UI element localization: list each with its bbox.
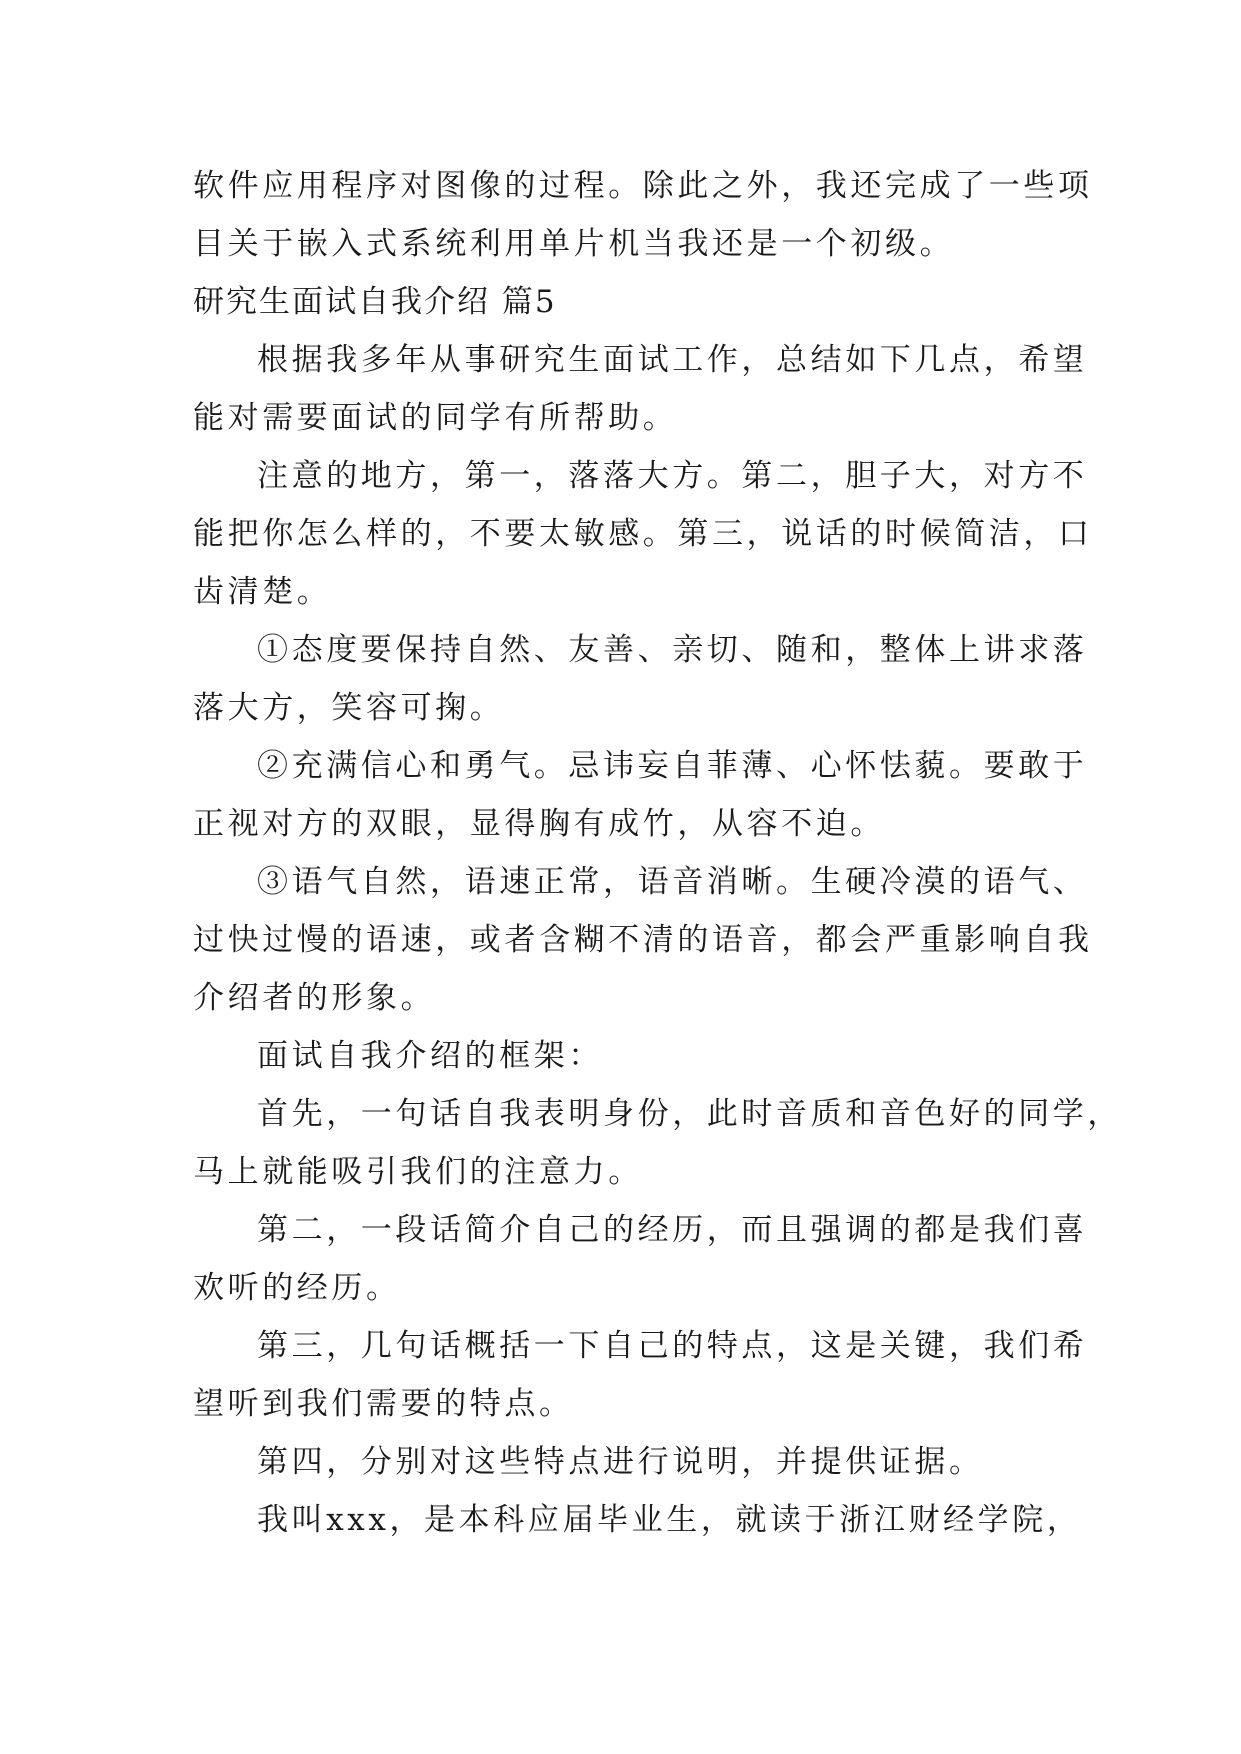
paragraph-first-line: 第二，一段话简介自己的经历，而且强调的都是我们喜 (257, 1212, 1088, 1248)
text-line: 正视对方的双眼，显得胸有成竹，从容不迫。 (193, 806, 885, 842)
text-line: 马上就能吸引我们的注意力。 (193, 1154, 643, 1190)
text-line: 目关于嵌入式系统利用单片机当我还是一个初级。 (193, 226, 955, 262)
section-heading: 研究生面试自我介绍 篇5 (193, 284, 557, 320)
paragraph-first-line: 我叫xxx，是本科应届毕业生，就读于浙江财经学院， (257, 1502, 1082, 1538)
paragraph-first-line: 根据我多年从事研究生面试工作，总结如下几点，希望 (257, 342, 1088, 378)
paragraph-first-line: ①态度要保持自然、友善、亲切、随和，整体上讲求落 (257, 632, 1088, 668)
text-line: 能对需要面试的同学有所帮助。 (193, 400, 678, 436)
paragraph-first-line: 第三，几句话概括一下自己的特点，这是关键，我们希 (257, 1328, 1088, 1364)
text-line: 介绍者的形象。 (193, 980, 436, 1016)
paragraph-first-line: ③语气自然，语速正常，语音消晰。生硬冷漠的语气、 (257, 864, 1088, 900)
text-line: 欢听的经历。 (193, 1270, 401, 1306)
paragraph-first-line: 第四，分别对这些特点进行说明，并提供证据。 (257, 1444, 984, 1480)
text-line: 落大方，笑容可掬。 (193, 690, 505, 726)
paragraph-first-line: 注意的地方，第一，落落大方。第二，胆子大，对方不 (257, 458, 1088, 494)
text-line: 过快过慢的语速，或者含糊不清的语音，都会严重影响自我 (193, 922, 1093, 958)
paragraph-first-line: 首先，一句话自我表明身份，此时音质和音色好的同学， (257, 1096, 1122, 1132)
paragraph-first-line: ②充满信心和勇气。忌讳妄自菲薄、心怀怯藐。要敢于 (257, 748, 1088, 784)
paragraph-first-line: 面试自我介绍的框架： (257, 1038, 603, 1074)
text-line: 软件应用程序对图像的过程。除此之外，我还完成了一些项 (193, 168, 1093, 204)
text-line: 望听到我们需要的特点。 (193, 1386, 574, 1422)
text-line: 能把你怎么样的，不要太敏感。第三，说话的时候简洁，口 (193, 516, 1093, 552)
text-line: 齿清楚。 (193, 574, 332, 610)
